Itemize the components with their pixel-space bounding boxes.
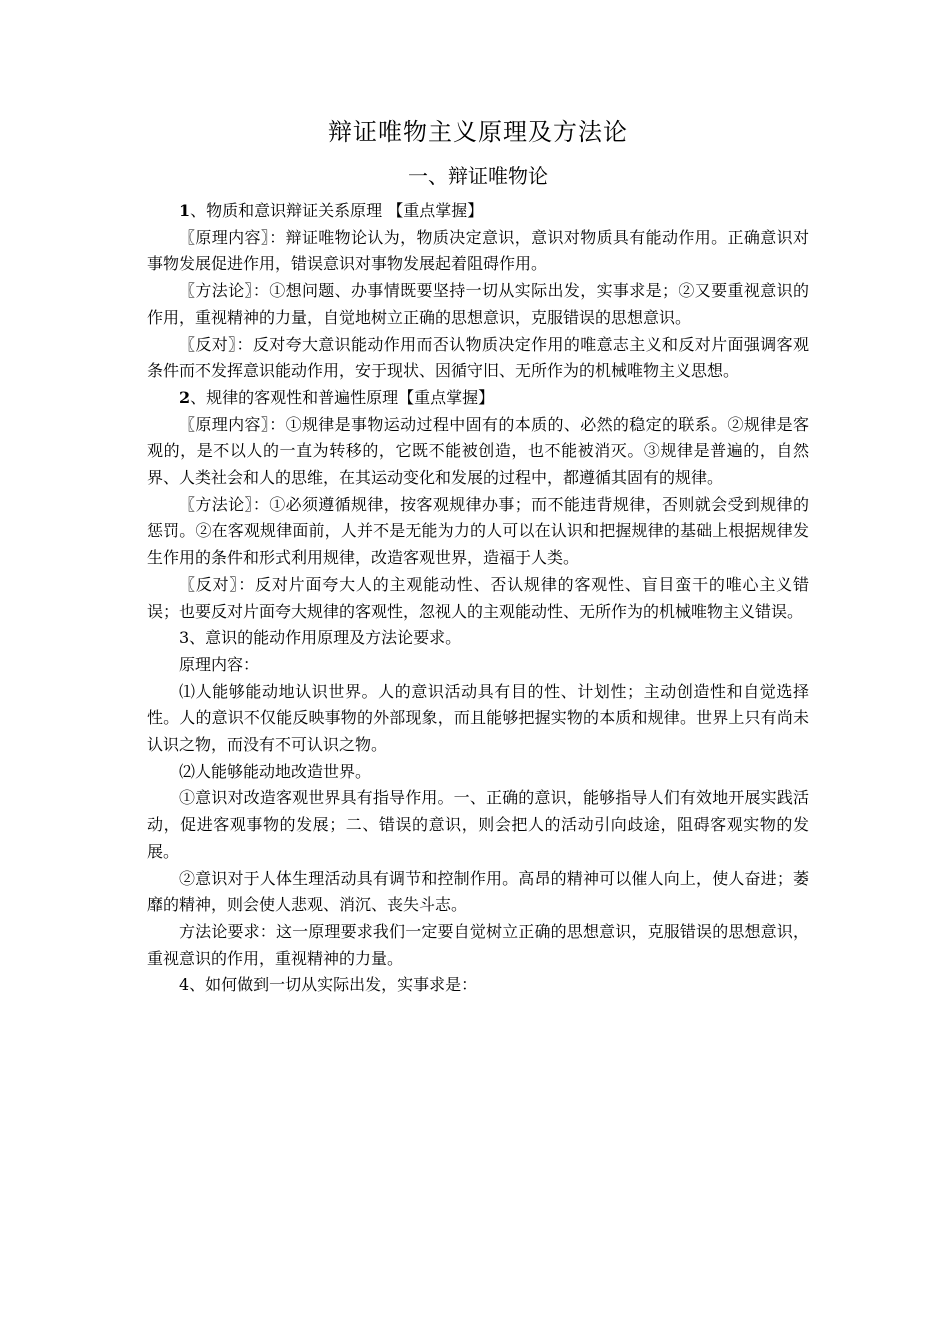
paragraph: 原理内容： [179, 654, 260, 674]
paragraph: 〖方法论〗：①必须遵循规律，按客观规律办事；而不能违背规律，否则就会受到规律的惩罚。②在客观规律面前，人并不是无能为力的人可以在认识和把握规律的基础上根据规律发生作用的条件和形式利用规律，改造客观世界，造福于人类。 [147, 494, 809, 568]
paragraph: 〖反对〗：反对夸大意识能动作用而否认物质决定作用的唯意志主义和反对片面强调客观条件而不发挥意识能动作用，安于现状、因循守旧、无所作为的机械唯物主义思想。 [147, 334, 809, 381]
document-title: 辩证唯物主义原理及方法论 [328, 118, 628, 146]
heading-text: 、规律的客观性和普遍性原理【重点掌握】 [190, 387, 495, 407]
paragraph: ②意识对于人体生理活动具有调节和控制作用。高昂的精神可以催人向上，使人奋进；萎靡的精神，则会使人悲观、消沉、丧失斗志。 [147, 868, 809, 915]
paragraph: ①意识对改造客观世界具有指导作用。一、正确的意识，能够指导人们有效地开展实践活动，促进客观事物的发展；二、错误的意识，则会把人的活动引向歧途，阻碍客观实物的发展。 [147, 788, 809, 861]
paragraph: ⑴人能够能动地认识世界。人的意识活动具有目的性、计划性；主动创造性和自觉选择性。人的意识不仅能反映事物的外部现象，而且能够把握实物的本质和规律。世界上只有尚未认识之物，而没有不可认识之物。 [147, 681, 809, 755]
paragraph: 3、意识的能动作用原理及方法论要求。 [179, 628, 462, 648]
paragraph: 方法论要求：这一原理要求我们一定要自觉树立正确的思想意识，克服错误的思想意识，重视意识的作用，重视精神的力量。 [147, 921, 809, 968]
paragraph: ⑵人能够能动地改造世界。 [179, 761, 372, 781]
heading-number: 2 [179, 387, 191, 407]
sub-heading-2 [147, 385, 809, 412]
sub-heading-1 [147, 198, 809, 225]
paragraph: 〖反对〗：反对片面夸大人的主观能动性、否认规律的客观性、盲目蛮干的唯心主义错误；也要反对片面夸大规律的客观性，忽视人的主观能动性、无所作为的机械唯物主义错误。 [147, 574, 809, 621]
heading-text: 、物质和意识辩证关系原理 【重点掌握】 [190, 201, 484, 220]
paragraph: 〖原理内容〗：辩证唯物论认为，物质决定意识，意识对物质具有能动作用。正确意识对事物发展促进作用，错误意识对事物发展起着阻碍作用。 [147, 227, 809, 274]
paragraph: 〖方法论〗：①想问题、办事情既要坚持一切从实际出发，实事求是；②又要重视意识的作用，重视精神的力量，自觉地树立正确的思想意识，克服错误的思想意识。 [147, 281, 809, 327]
heading-number: 1 [179, 201, 191, 220]
section-title: 一、辩证唯物论 [408, 164, 548, 188]
paragraph: 4、如何做到一切从实际出发，实事求是： [179, 975, 478, 995]
document-page [147, 108, 809, 999]
paragraph: 〖原理内容〗：①规律是事物运动过程中固有的本质的、必然的稳定的联系。②规律是客观的，是不以人的一直为转移的，它既不能被创造，也不能被消灭。③规律是普遍的，自然界、人类社会和人的思维，在其运动变化和发展的过程中，都遵循其固有的规律。 [147, 414, 809, 488]
